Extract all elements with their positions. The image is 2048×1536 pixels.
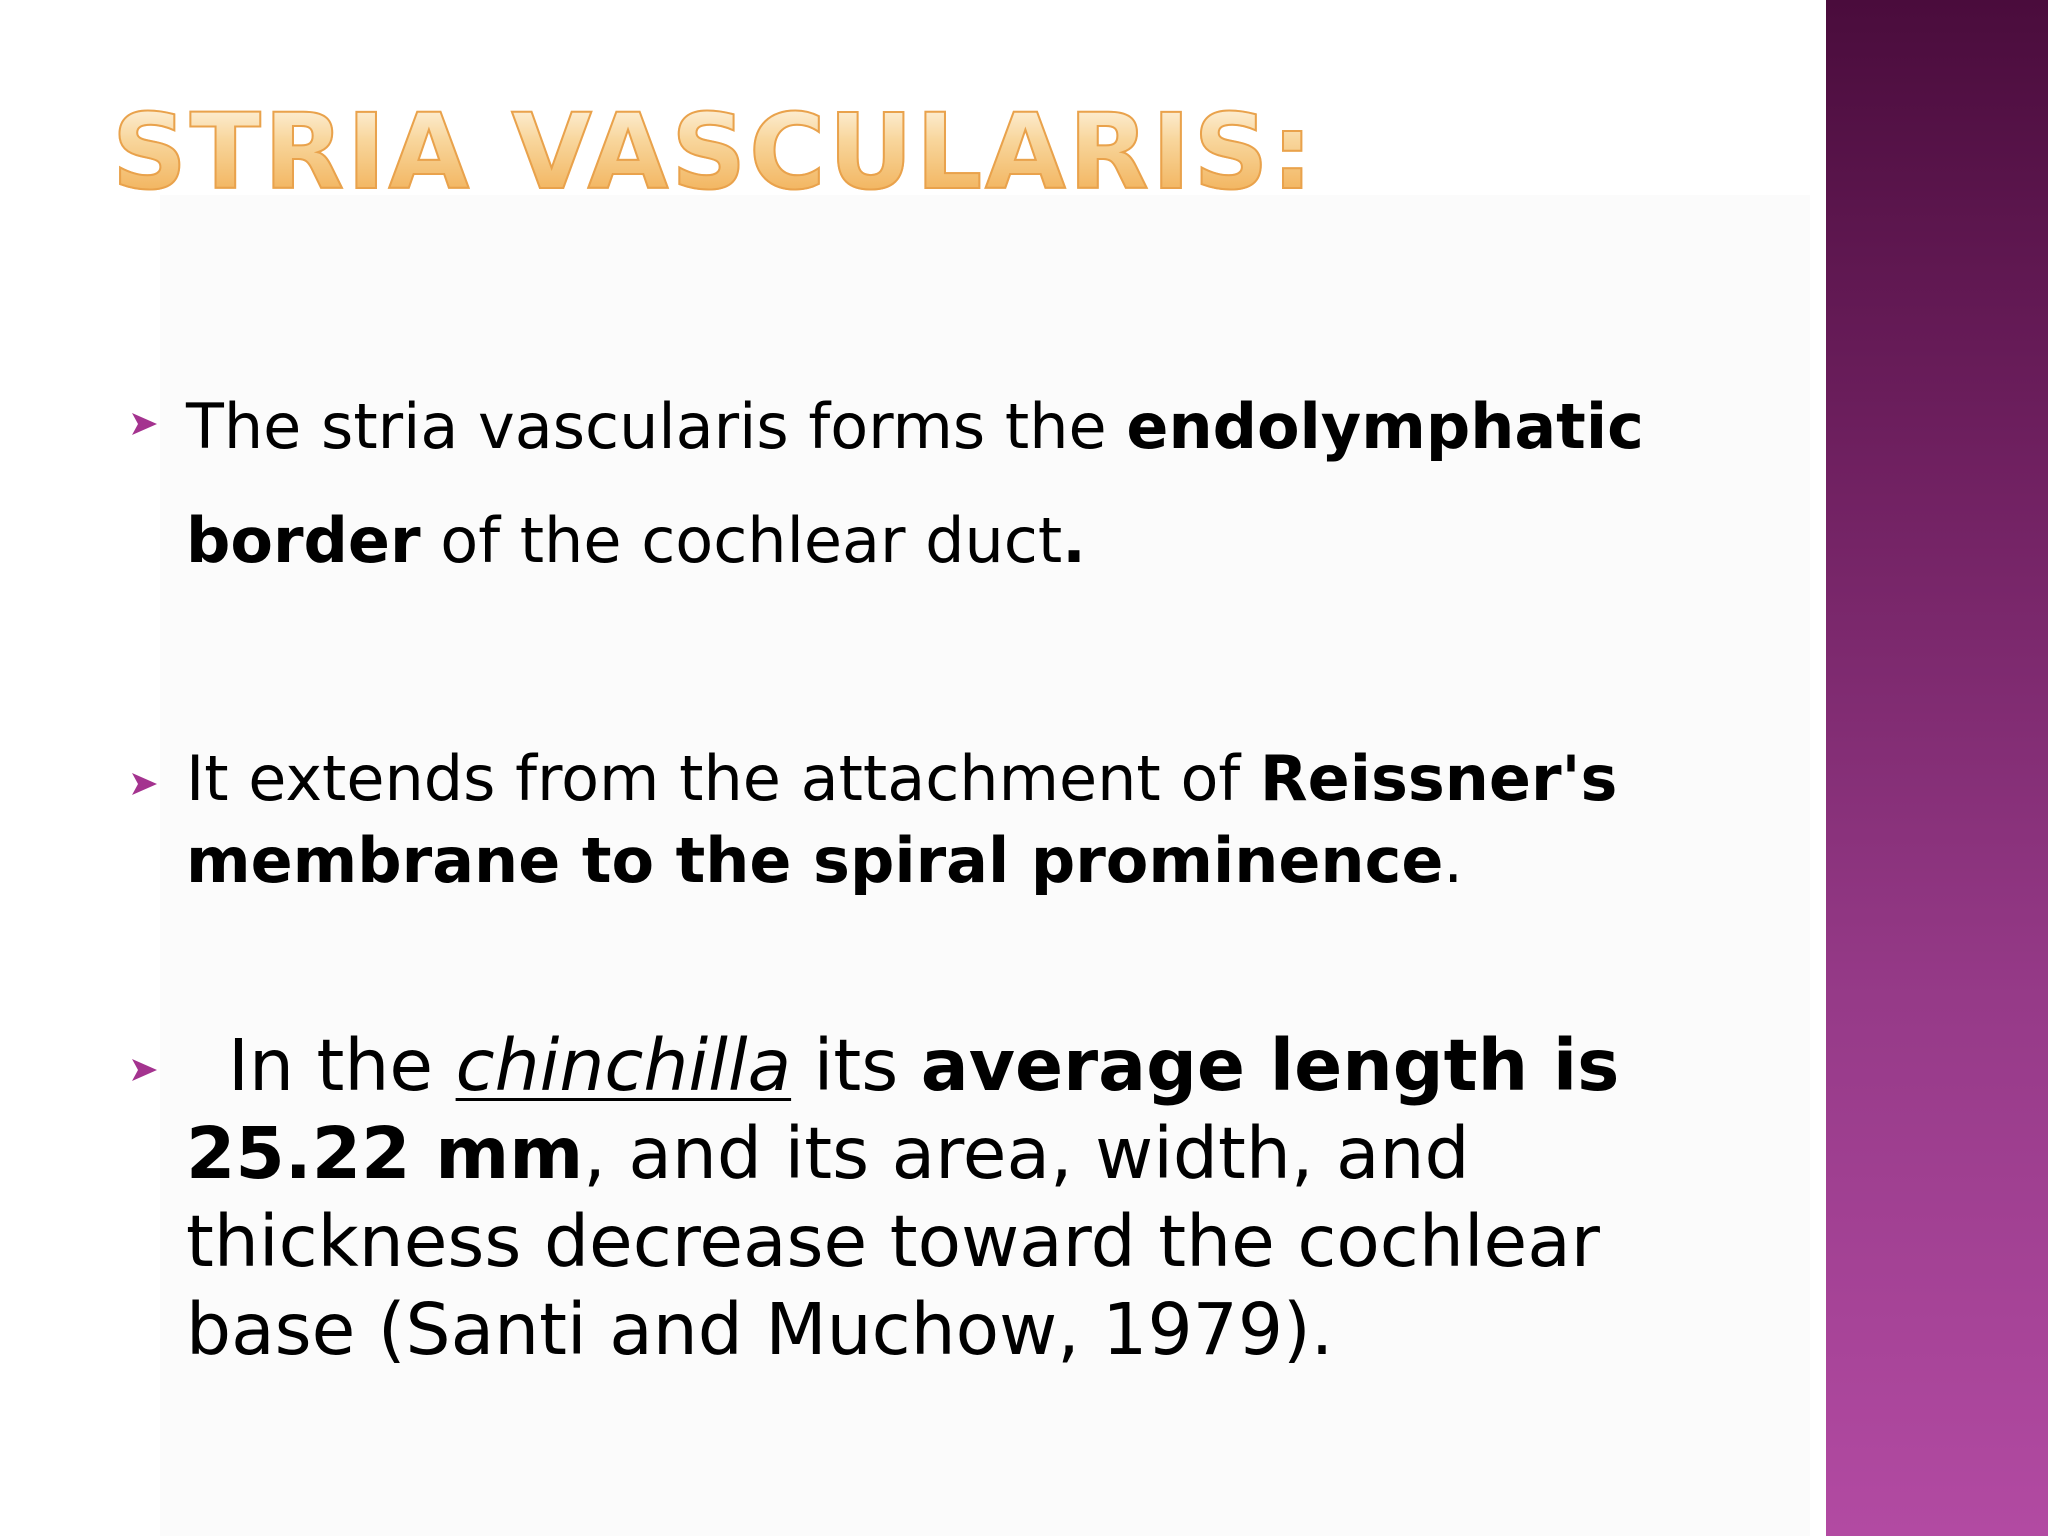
bullet-1-text-2: of the cochlear duct <box>420 504 1063 577</box>
bullet-3-text-2: its <box>791 1024 921 1107</box>
arrow-right-icon <box>126 1052 162 1088</box>
slide-title: STRIA VASCULARIS: <box>112 91 1316 213</box>
bullet-text-3 <box>186 1022 1726 1374</box>
bullet-text-2 <box>186 738 1726 902</box>
bullet-1-bold-1: endolymphatic border <box>186 390 1644 577</box>
bullet-1-text-1: The stria vascularis forms the <box>186 390 1127 463</box>
arrow-right-icon <box>126 406 162 442</box>
bullet-2-bold-1: Reissner's membrane to the spiral prominence <box>186 742 1618 897</box>
bullet-3-text-1: In the <box>228 1024 456 1107</box>
bullet-2-text-1: It extends from the attachment of <box>186 742 1260 815</box>
bullet-1-bold-2: . <box>1062 504 1086 577</box>
arrow-right-icon <box>126 766 162 802</box>
bullet-3-italic-1: chinchilla <box>455 1024 792 1107</box>
bullet-2-text-2: . <box>1443 824 1464 897</box>
bullet-text-1 <box>186 370 1726 598</box>
decorative-side-bar <box>1826 0 2048 1536</box>
bullet-3-bold-1: average length is 25.22 mm <box>186 1024 1620 1195</box>
bullet-3-text-3: , and its area, width, and thickness decrease toward the cochlear base (Santi and Muchow, 1979). <box>186 1112 1600 1371</box>
